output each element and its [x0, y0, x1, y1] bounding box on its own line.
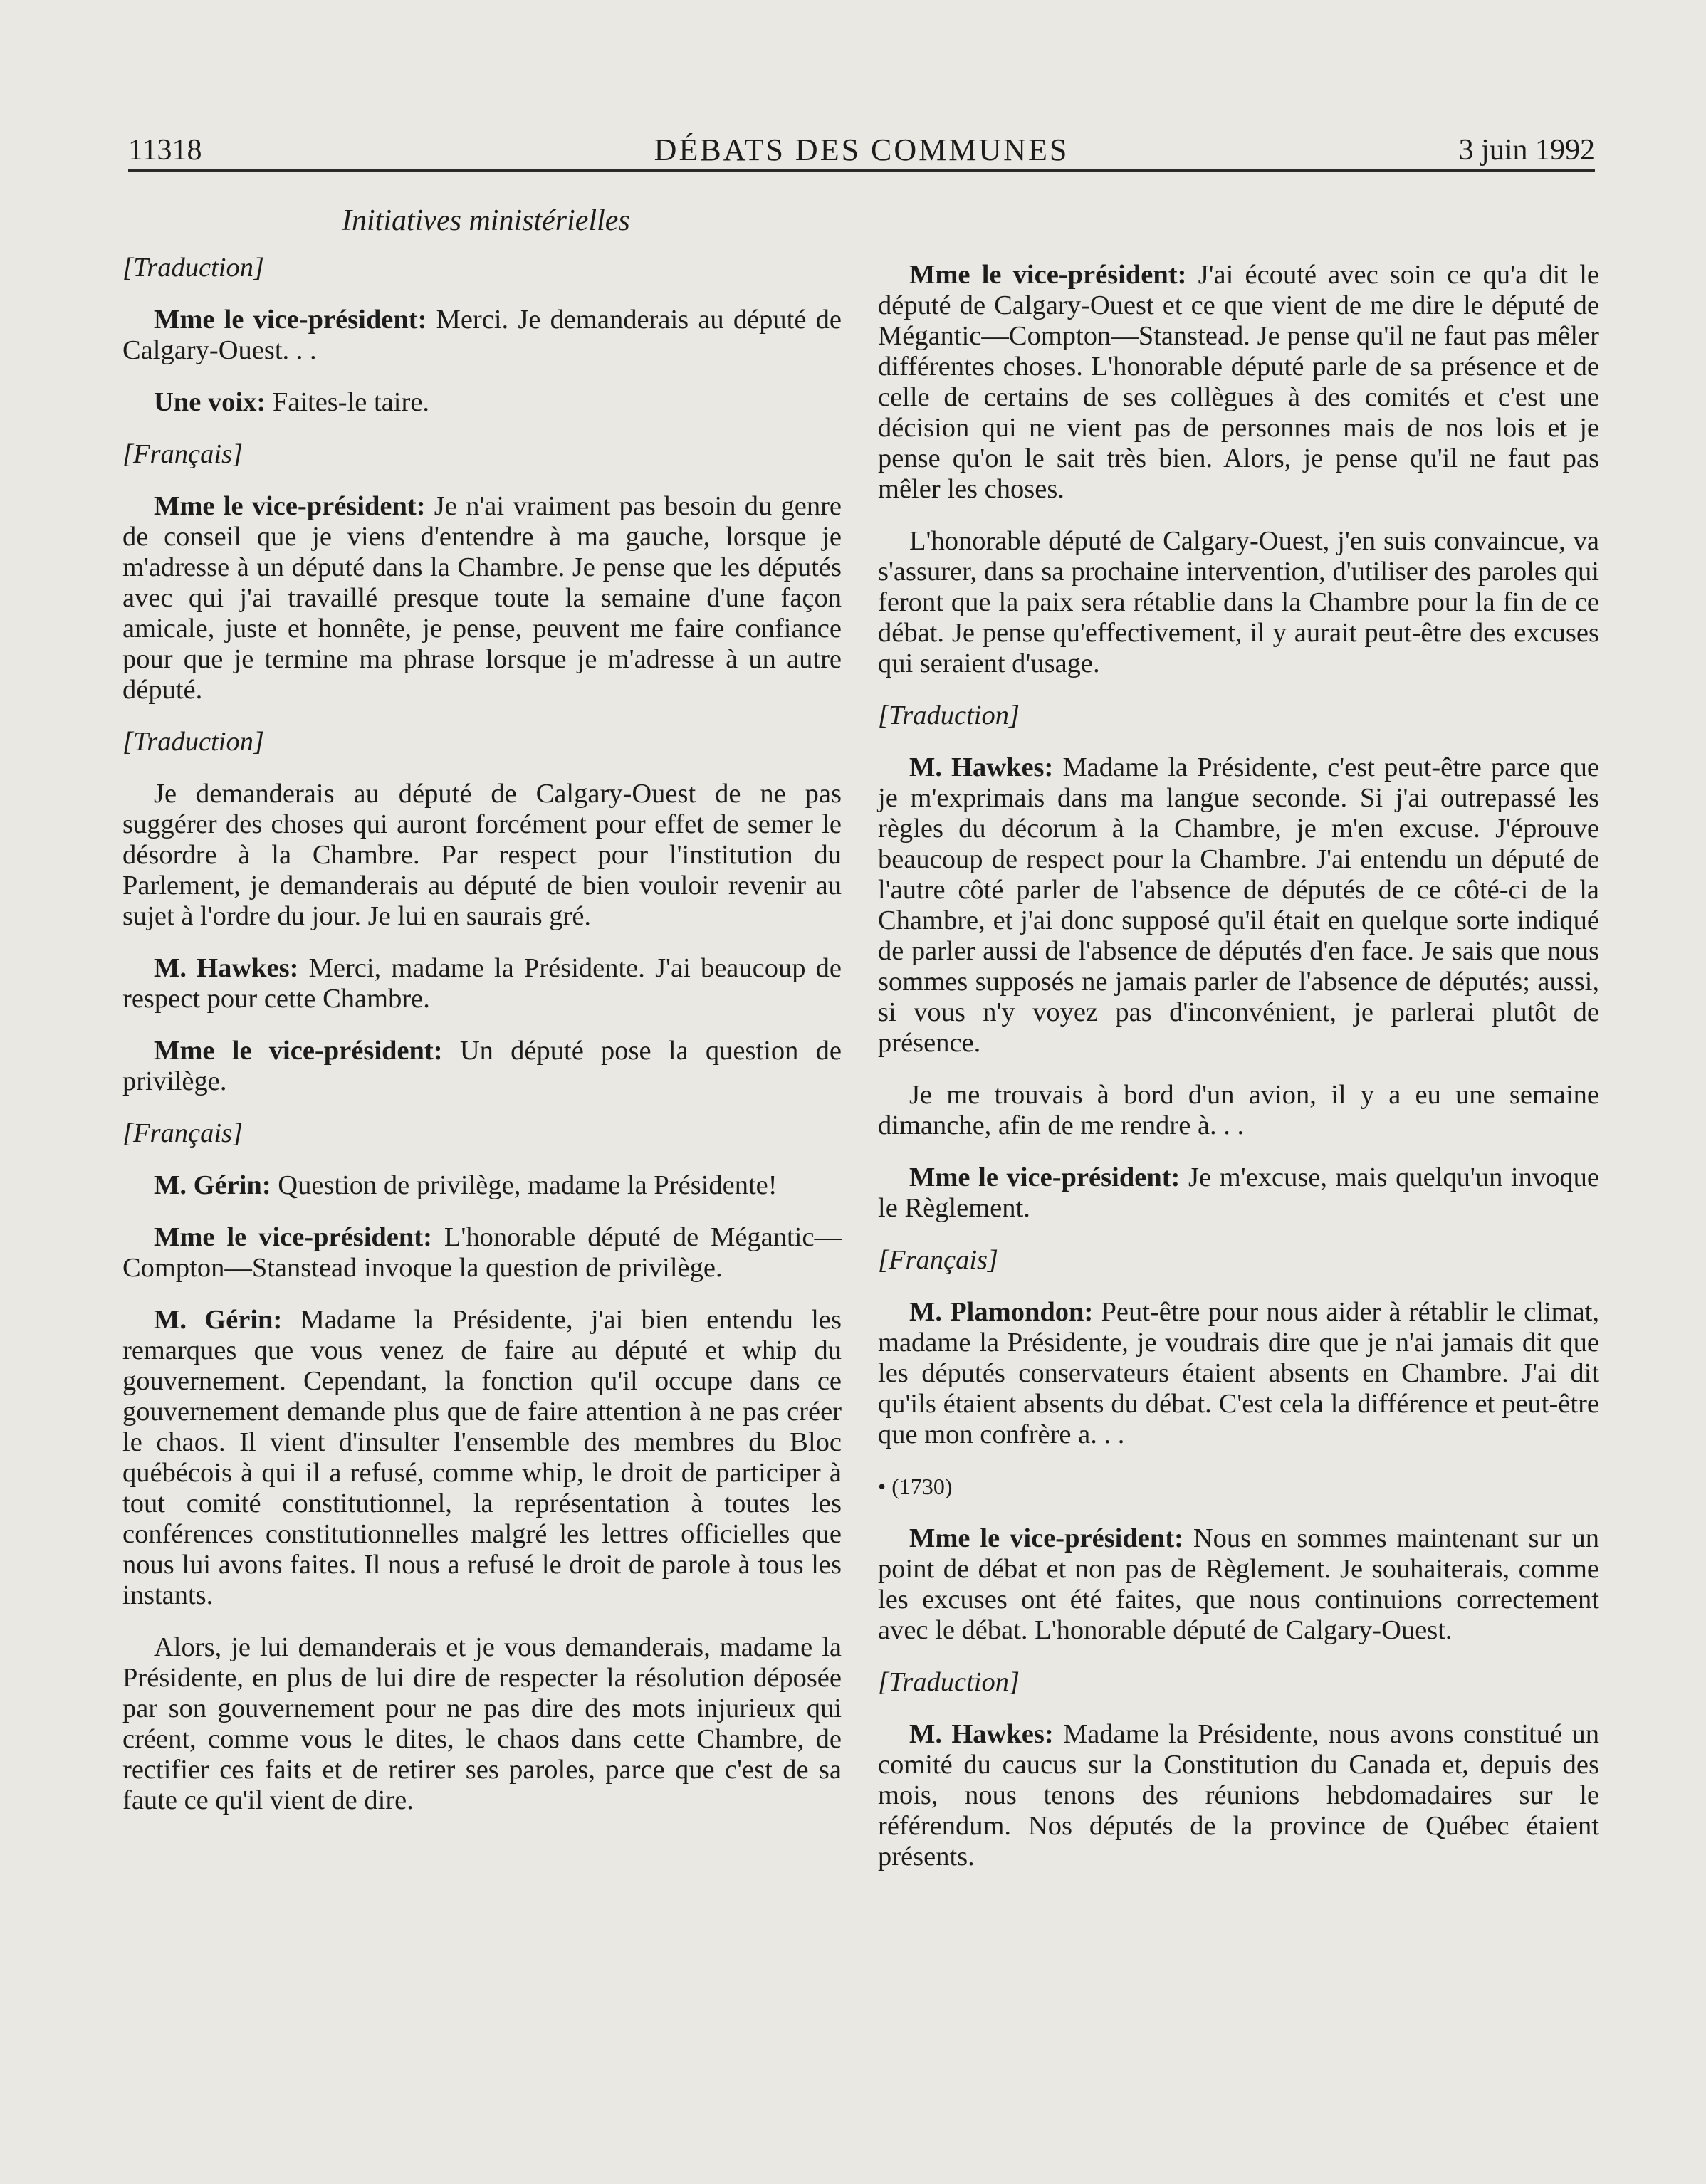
speaker-name: M. Gérin:	[154, 1305, 283, 1335]
paragraph-text: Madame la Présidente, j'ai bien entendu les remarques que vous venez de faire au député et whip du gouvernement. Cependant, la fonction qu'il occupe dans ce gouvernement demande plus que de faire attention à ne pas créer le chaos. Il vient d'insulter l'ensemble des membres du Bloc québécois à qui il a refusé, comme whip, le droit de participer à tout comité constitutionnel, la représentation à toutes les conférences constitutionnelles malgré les lettres officielles que nous lui avons faites. Il nous a refusé le droit de parole à tous les instants.	[122, 1305, 842, 1610]
paragraph-text: Question de privilège, madame la Présidente!	[271, 1170, 778, 1200]
paragraph-text: Je m'excuse, mais quelqu'un invoque le Règlement.	[878, 1162, 1600, 1223]
speaker-name: M. Hawkes:	[909, 752, 1054, 782]
speech-paragraph	[878, 260, 1599, 505]
right-column	[878, 260, 1599, 1894]
speaker-name: Mme le vice-président:	[154, 1036, 443, 1066]
speech-paragraph	[122, 1305, 842, 1611]
speech-paragraph	[122, 305, 842, 366]
paragraph-text: Madame la Présidente, c'est peut-être parce que je m'exprimais dans ma langue seconde. Si j'ai outrepassé les règles du décorum à la Chambre, je m'en excuse. J'éprouve beaucoup de respect pour la Chambre. J'ai entendu un député de l'autre côté parler de l'absence de députés de ce côté-ci de la Chambre, et j'ai donc supposé qu'il était en quelque sorte indiqué de parler aussi de l'absence de députés d'en face. Je sais que nous sommes supposés ne jamais parler de l'absence de députés; aussi, si vous n'y voyez pas d'inconvénient, je parlerai plutôt de présence.	[878, 752, 1599, 1058]
time-marker: • (1730)	[878, 1474, 953, 1499]
paragraph-text: Je n'ai vraiment pas besoin du genre de conseil que je viens d'entendre à ma gauche, lorsque je m'adresse à un député dans la Chambre. Je pense que les députés avec qui j'ai travaillé presque toute la semaine d'une façon amicale, juste et honnête, je pense, peuvent me faire confiance pour que je termine ma phrase lorsque je m'adresse à un autre député.	[122, 491, 842, 705]
speaker-name: Une voix:	[154, 387, 266, 417]
language-tag: [Français]	[122, 1118, 243, 1148]
speech-paragraph	[122, 1222, 842, 1283]
speech-paragraph	[122, 387, 842, 418]
paragraph-text: Peut-être pour nous aider à rétablir le climat, madame la Présidente, je voudrais dire que je n'ai jamais dit que les députés conservateurs étaient absents en Chambre. J'ai dit qu'ils étaient absents du débat. C'est cela la différence et peut-être que mon confrère a. . .	[878, 1297, 1599, 1449]
speech-paragraph	[878, 1719, 1599, 1872]
speaker-name: Mme le vice-président:	[909, 1162, 1181, 1192]
speech-paragraph	[878, 1297, 1599, 1450]
page-number: 11318	[128, 134, 202, 167]
speaker-name: Mme le vice-président:	[909, 260, 1187, 290]
language-tag: [Traduction]	[122, 253, 264, 283]
speech-paragraph	[878, 1523, 1599, 1646]
speech-paragraph	[122, 953, 842, 1014]
speaker-name: M. Plamondon:	[909, 1297, 1094, 1327]
paragraph-text: Je me trouvais à bord d'un avion, il y a eu une semaine dimanche, afin de me rendre à. . .	[878, 1080, 1599, 1140]
paragraph-text: J'ai écouté avec soin ce qu'a dit le député de Calgary-Ouest et ce que vient de me dire le député de Mégantic—Compton—Stanstead. Je pense qu'il ne faut pas mêler différentes choses. L'honorable député parle de sa présence et de celle de certains de ses collègues à des comités et c'est une décision qui ne vient pas de personnes mais de nos lois et je pense qu'on le sait très bien. Alors, je pense qu'il ne faut pas mêler les choses.	[878, 260, 1599, 504]
language-tag: [Français]	[122, 439, 243, 469]
language-tag: [Français]	[878, 1245, 998, 1275]
paragraph-text: Faites-le taire.	[266, 387, 430, 417]
paragraph	[878, 526, 1599, 679]
paragraph	[122, 1632, 842, 1816]
speech-paragraph	[122, 1170, 842, 1201]
paragraph-text: Madame la Présidente, nous avons constitué un comité du caucus sur la Constitution du Canada et, depuis des mois, nous tenons des réunions hebdomadaires sur le référendum. Nos députés de la province de Québec étaient présents.	[878, 1719, 1599, 1871]
paragraph-text: L'honorable député de Calgary-Ouest, j'en suis convaincue, va s'assurer, dans sa prochaine intervention, d'utiliser des paroles qui feront que la paix sera rétablie dans la Chambre pour la fin de ce débat. Je pense qu'effectivement, il y aurait peut-être des excuses qui seraient d'usage.	[878, 526, 1599, 678]
paragraph	[122, 779, 842, 932]
language-tag: [Traduction]	[122, 727, 264, 757]
speech-paragraph	[122, 491, 842, 705]
publication-title: DÉBATS DES COMMUNES	[654, 132, 1069, 167]
page-header	[128, 130, 1595, 170]
paragraph-text: Un député pose la question de privilège.	[122, 1036, 842, 1096]
paragraph-text: Merci, madame la Présidente. J'ai beaucoup de respect pour cette Chambre.	[122, 953, 842, 1014]
language-tag: [Traduction]	[878, 700, 1020, 730]
speech-paragraph	[878, 1162, 1599, 1224]
paragraph	[878, 1080, 1599, 1141]
speaker-name: Mme le vice-président:	[909, 1523, 1183, 1553]
speaker-name: M. Gérin:	[154, 1170, 271, 1200]
header-rule	[128, 169, 1595, 172]
speaker-name: M. Hawkes:	[909, 1719, 1054, 1749]
paragraph-text: Merci. Je demanderais au député de Calgary-Ouest. . .	[122, 305, 842, 365]
left-column	[122, 253, 842, 1837]
paragraph-text: Alors, je lui demanderais et je vous demanderais, madame la Présidente, en plus de lui dire de respecter la résolution déposée par son gouvernement pour ne pas dire des mots injurieux qui créent, comme vous le dites, le chaos dans cette Chambre, de rectifier ces faits et de retirer ses paroles, parce que c'est de sa faute ce qu'il vient de dire.	[122, 1632, 842, 1815]
publication-date: 3 juin 1992	[1458, 134, 1595, 167]
section-title: Initiatives ministérielles	[342, 204, 630, 237]
language-tag: [Traduction]	[878, 1667, 1020, 1697]
paragraph-text: Je demanderais au député de Calgary-Ouest de ne pas suggérer des choses qui auront forcément pour effet de semer le désordre à la Chambre. Par respect pour l'institution du Parlement, je demanderais au député de bien vouloir revenir au sujet à l'ordre du jour. Je lui en saurais gré.	[122, 779, 842, 931]
speaker-name: M. Hawkes:	[154, 953, 299, 983]
speaker-name: Mme le vice-président:	[154, 1222, 432, 1252]
speaker-name: Mme le vice-président:	[154, 491, 426, 521]
paragraph-text: Nous en sommes maintenant sur un point de débat et non pas de Règlement. Je souhaiterais, comme les excuses ont été faites, que nous continuions correctement avec le débat. L'honorable député de Calgary-Ouest.	[878, 1523, 1599, 1645]
speech-paragraph	[878, 752, 1599, 1059]
paragraph-text: L'honorable député de Mégantic—Compton—Stanstead invoque la question de privilège.	[122, 1222, 842, 1283]
speaker-name: Mme le vice-président:	[154, 305, 427, 335]
speech-paragraph	[122, 1036, 842, 1097]
